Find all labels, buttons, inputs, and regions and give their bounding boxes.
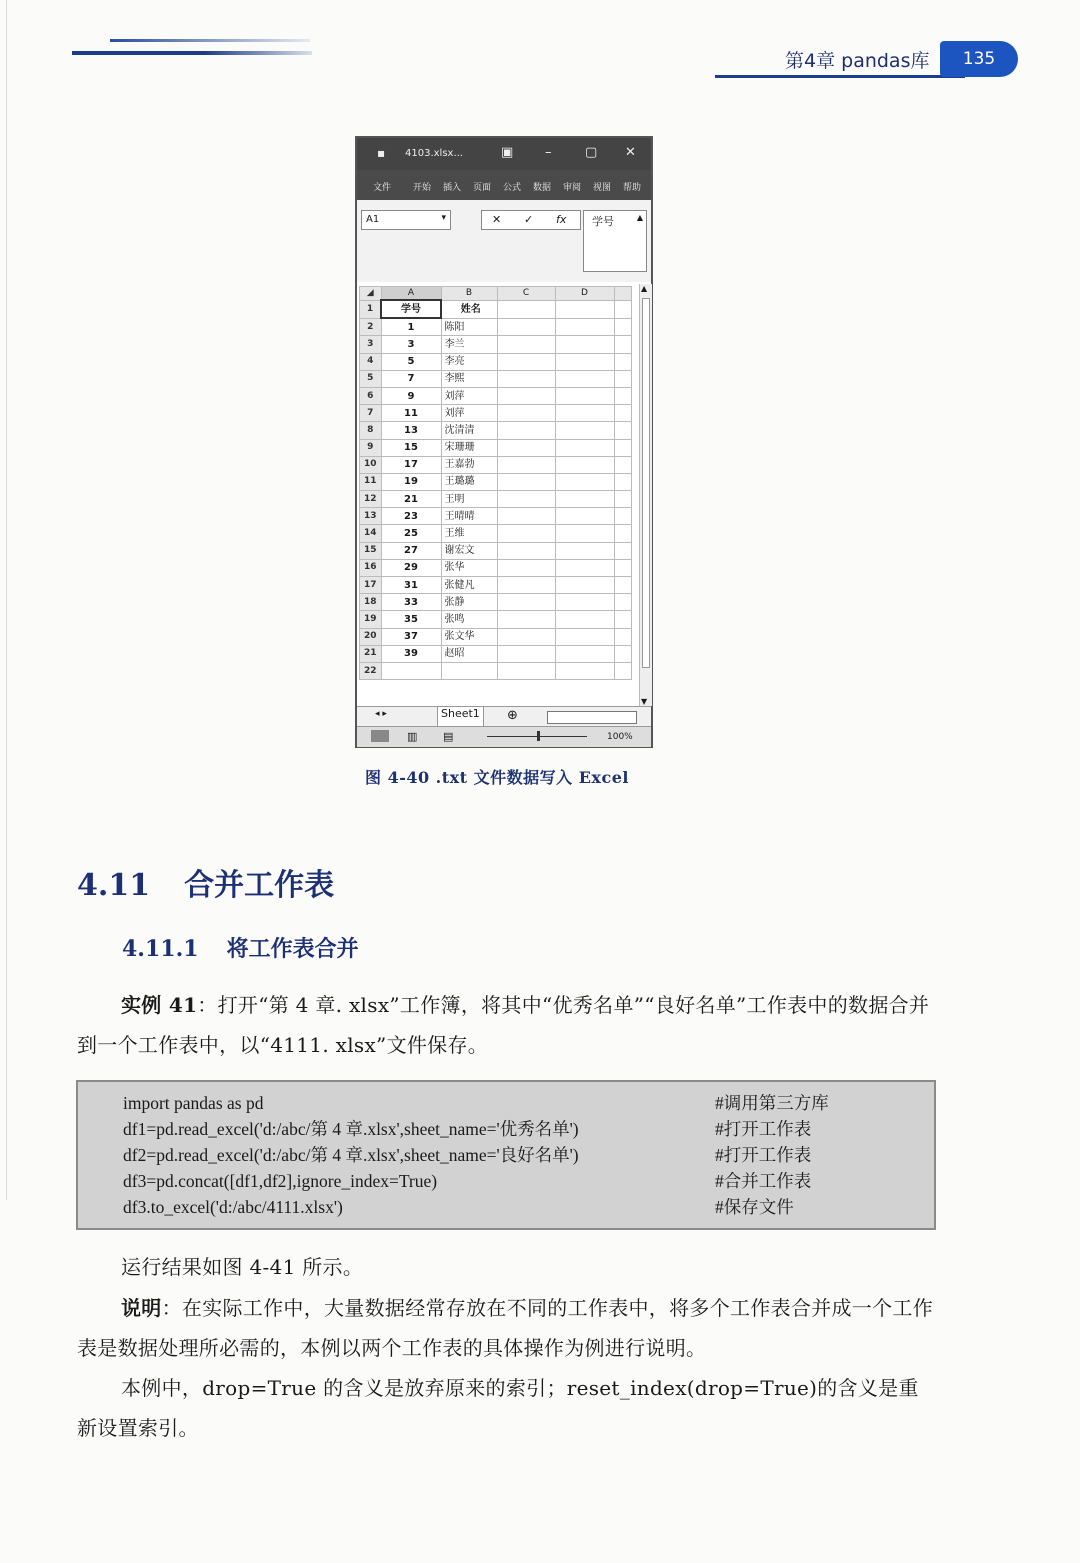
example-paragraph <box>77 985 937 1065</box>
ribbon-tab: 帮助 <box>623 183 642 193</box>
row-header: 15 <box>360 542 382 559</box>
code-line: df2=pd.read_excel('d:/abc/第 4 章.xlsx',sheet_name='良好名单') <box>123 1145 579 1165</box>
cell: 刘萍 <box>441 405 497 422</box>
running-header-chapter: 第4章 pandas库 <box>785 50 930 72</box>
header-decor-line <box>110 39 310 42</box>
row-header: 10 <box>360 456 382 473</box>
formula-buttons <box>481 210 581 230</box>
ribbon-tab: 视图 <box>593 183 612 193</box>
minimize-icon: – <box>545 145 552 160</box>
row-header: 1 <box>360 300 382 318</box>
cell: 13 <box>381 422 441 439</box>
maximize-icon: ▢ <box>585 145 598 160</box>
cell: 7 <box>381 370 441 387</box>
page-number: 135 <box>940 41 1018 77</box>
cell: 李兰 <box>441 336 497 353</box>
column-header: B <box>441 287 497 301</box>
row-header: 17 <box>360 577 382 594</box>
row-header: 5 <box>360 370 382 387</box>
row-header: 16 <box>360 559 382 576</box>
subsection-title: 将工作表合并 <box>226 936 359 962</box>
cell: 25 <box>381 525 441 542</box>
cell: 学号 <box>381 300 441 318</box>
scroll-thumb <box>642 298 650 668</box>
cell: 33 <box>381 594 441 611</box>
cell <box>441 662 497 679</box>
row-header: 19 <box>360 611 382 628</box>
cell: 37 <box>381 628 441 645</box>
figure-caption: 图 4-40 .txt 文件数据写入 Excel <box>365 768 629 787</box>
cell: 宋珊珊 <box>441 439 497 456</box>
ribbon-tab: 插入 <box>443 183 462 193</box>
code-comment: #打开工作表 <box>715 1145 812 1165</box>
cell: 张文华 <box>441 628 497 645</box>
code-line: import pandas as pd <box>123 1093 264 1113</box>
row-header: 11 <box>360 473 382 490</box>
column-header: A <box>381 287 441 301</box>
scroll-up-icon: ▲ <box>641 284 648 293</box>
row-header: 9 <box>360 439 382 456</box>
ribbon-tab: 开始 <box>413 183 432 193</box>
column-header: D <box>555 287 614 301</box>
cell: 35 <box>381 611 441 628</box>
code-comment: #调用第三方库 <box>715 1093 829 1113</box>
code-comment: #合并工作表 <box>715 1171 812 1191</box>
note-paragraph <box>77 1288 937 1368</box>
cell: 张鸣 <box>441 611 497 628</box>
cell <box>381 662 441 679</box>
row-header: 2 <box>360 318 382 336</box>
example-text: ：打开“第 4 章. xlsx”工作簿，将其中“优秀名单”“良好名单”工作表中的数据合并到一个工作表中，以“4111. xlsx”文件保存。 <box>77 993 930 1057</box>
row-header: 3 <box>360 336 382 353</box>
check-icon: ✓ <box>524 213 534 226</box>
row-header: 12 <box>360 491 382 508</box>
ribbon-tab: 文件 <box>373 183 392 193</box>
cell: 31 <box>381 577 441 594</box>
cell: 9 <box>381 387 441 404</box>
note-label: 说明 <box>121 1296 162 1320</box>
horizontal-scrollbar <box>547 711 637 724</box>
cell: 23 <box>381 508 441 525</box>
result-text: 运行结果如图 4-41 所示。 <box>121 1255 364 1279</box>
code-comment: #保存文件 <box>715 1197 794 1217</box>
result-paragraph <box>77 1247 937 1287</box>
cell: 陈阳 <box>441 318 497 336</box>
row-header: 18 <box>360 594 382 611</box>
ribbon-tab: 审阅 <box>563 183 582 193</box>
page-break-icon: ▤ <box>443 730 454 743</box>
row-header: 8 <box>360 422 382 439</box>
formula-value: 学号 <box>592 215 614 228</box>
cell: 张华 <box>441 559 497 576</box>
cell: 17 <box>381 456 441 473</box>
code-block <box>76 1080 936 1230</box>
explanation-text: 本例中，drop=True 的含义是放弃原来的索引；reset_index(drop=True)的含义是重新设置索引。 <box>77 1376 919 1440</box>
close-icon: ✕ <box>625 145 636 160</box>
sheet-nav-icon: ◂ ▸ <box>375 709 387 719</box>
cell: 1 <box>381 318 441 336</box>
name-box <box>361 210 451 230</box>
note-text: ：在实际工作中，大量数据经常存放在不同的工作表中，将多个工作表合并成一个工作表是数据处理所必需的，本例以两个工作表的具体操作为例进行说明。 <box>77 1296 934 1360</box>
cell: 15 <box>381 439 441 456</box>
formula-content <box>583 210 647 272</box>
row-header: 21 <box>360 645 382 662</box>
cell: 5 <box>381 353 441 370</box>
status-bar <box>357 726 651 747</box>
page-edge-line <box>6 0 7 1200</box>
row-header: 20 <box>360 628 382 645</box>
quick-access-icon: ▪ <box>377 146 386 160</box>
code-line: df3.to_excel('d:/abc/4111.xlsx') <box>123 1197 343 1217</box>
row-header: 4 <box>360 353 382 370</box>
header-decor-line <box>72 51 312 55</box>
row-header: 7 <box>360 405 382 422</box>
excel-window-title: 4103.xlsx... <box>405 148 463 159</box>
cell: 19 <box>381 473 441 490</box>
cell: 王维 <box>441 525 497 542</box>
cancel-icon: ✕ <box>492 213 502 226</box>
cell: 王嘉勃 <box>441 456 497 473</box>
cell: 李亮 <box>441 353 497 370</box>
ribbon-tab: 公式 <box>503 183 522 193</box>
vertical-scrollbar <box>639 284 652 706</box>
subsection-heading <box>122 932 359 963</box>
code-line: df3=pd.concat([df1,df2],ignore_index=True) <box>123 1171 438 1191</box>
normal-view-icon <box>371 730 389 742</box>
header-underline <box>715 75 965 78</box>
cell: 刘萍 <box>441 387 497 404</box>
select-all-corner: ◢ <box>360 287 382 301</box>
zoom-slider-knob <box>537 731 540 741</box>
sheet-tab-bar <box>357 706 651 727</box>
cell: 王晴晴 <box>441 508 497 525</box>
excel-screenshot <box>355 136 653 748</box>
ribbon-tab: 页面 <box>473 183 492 193</box>
row-header: 13 <box>360 508 382 525</box>
ribbon-tab: 数据 <box>533 183 552 193</box>
cell: 赵昭 <box>441 645 497 662</box>
cell: 27 <box>381 542 441 559</box>
code-line: df1=pd.read_excel('d:/abc/第 4 章.xlsx',sheet_name='优秀名单') <box>123 1119 579 1139</box>
worksheet-grid <box>359 286 632 680</box>
code-comment: #打开工作表 <box>715 1119 812 1139</box>
page-layout-icon: ▥ <box>407 730 418 743</box>
function-icon: fx <box>556 213 567 226</box>
row-header: 6 <box>360 387 382 404</box>
row-header: 22 <box>360 662 382 679</box>
column-header: C <box>497 287 555 301</box>
excel-ribbon-tabs <box>357 170 651 200</box>
sheet-tab: Sheet1 <box>437 707 484 727</box>
chevron-up-icon: ▲ <box>636 213 643 222</box>
cell: 谢宏文 <box>441 542 497 559</box>
example-label: 实例 41 <box>121 993 198 1017</box>
row-header: 14 <box>360 525 382 542</box>
cell: 39 <box>381 645 441 662</box>
cell: 29 <box>381 559 441 576</box>
cell: 沈清清 <box>441 422 497 439</box>
chevron-down-icon: ▾ <box>441 213 446 223</box>
cell: 王明 <box>441 491 497 508</box>
column-header <box>614 287 631 301</box>
section-number: 4.11 <box>77 868 151 903</box>
cell: 21 <box>381 491 441 508</box>
ribbon-display-icon: ▣ <box>501 145 514 160</box>
cell: 3 <box>381 336 441 353</box>
section-title: 合并工作表 <box>184 868 335 903</box>
explanation-paragraph <box>77 1368 937 1448</box>
zoom-level: 100% <box>607 732 633 742</box>
excel-formula-bar <box>357 200 651 282</box>
cell: 姓名 <box>441 300 497 318</box>
add-sheet-icon: ⊕ <box>507 708 518 723</box>
subsection-number: 4.11.1 <box>122 936 199 962</box>
cell: 张静 <box>441 594 497 611</box>
excel-title-bar <box>357 138 651 170</box>
cell: 11 <box>381 405 441 422</box>
cell: 张健凡 <box>441 577 497 594</box>
cell: 王璐璐 <box>441 473 497 490</box>
scroll-down-icon: ▼ <box>641 697 648 706</box>
cell: 李熙 <box>441 370 497 387</box>
section-heading <box>77 860 334 904</box>
name-box-value: A1 <box>366 214 380 225</box>
